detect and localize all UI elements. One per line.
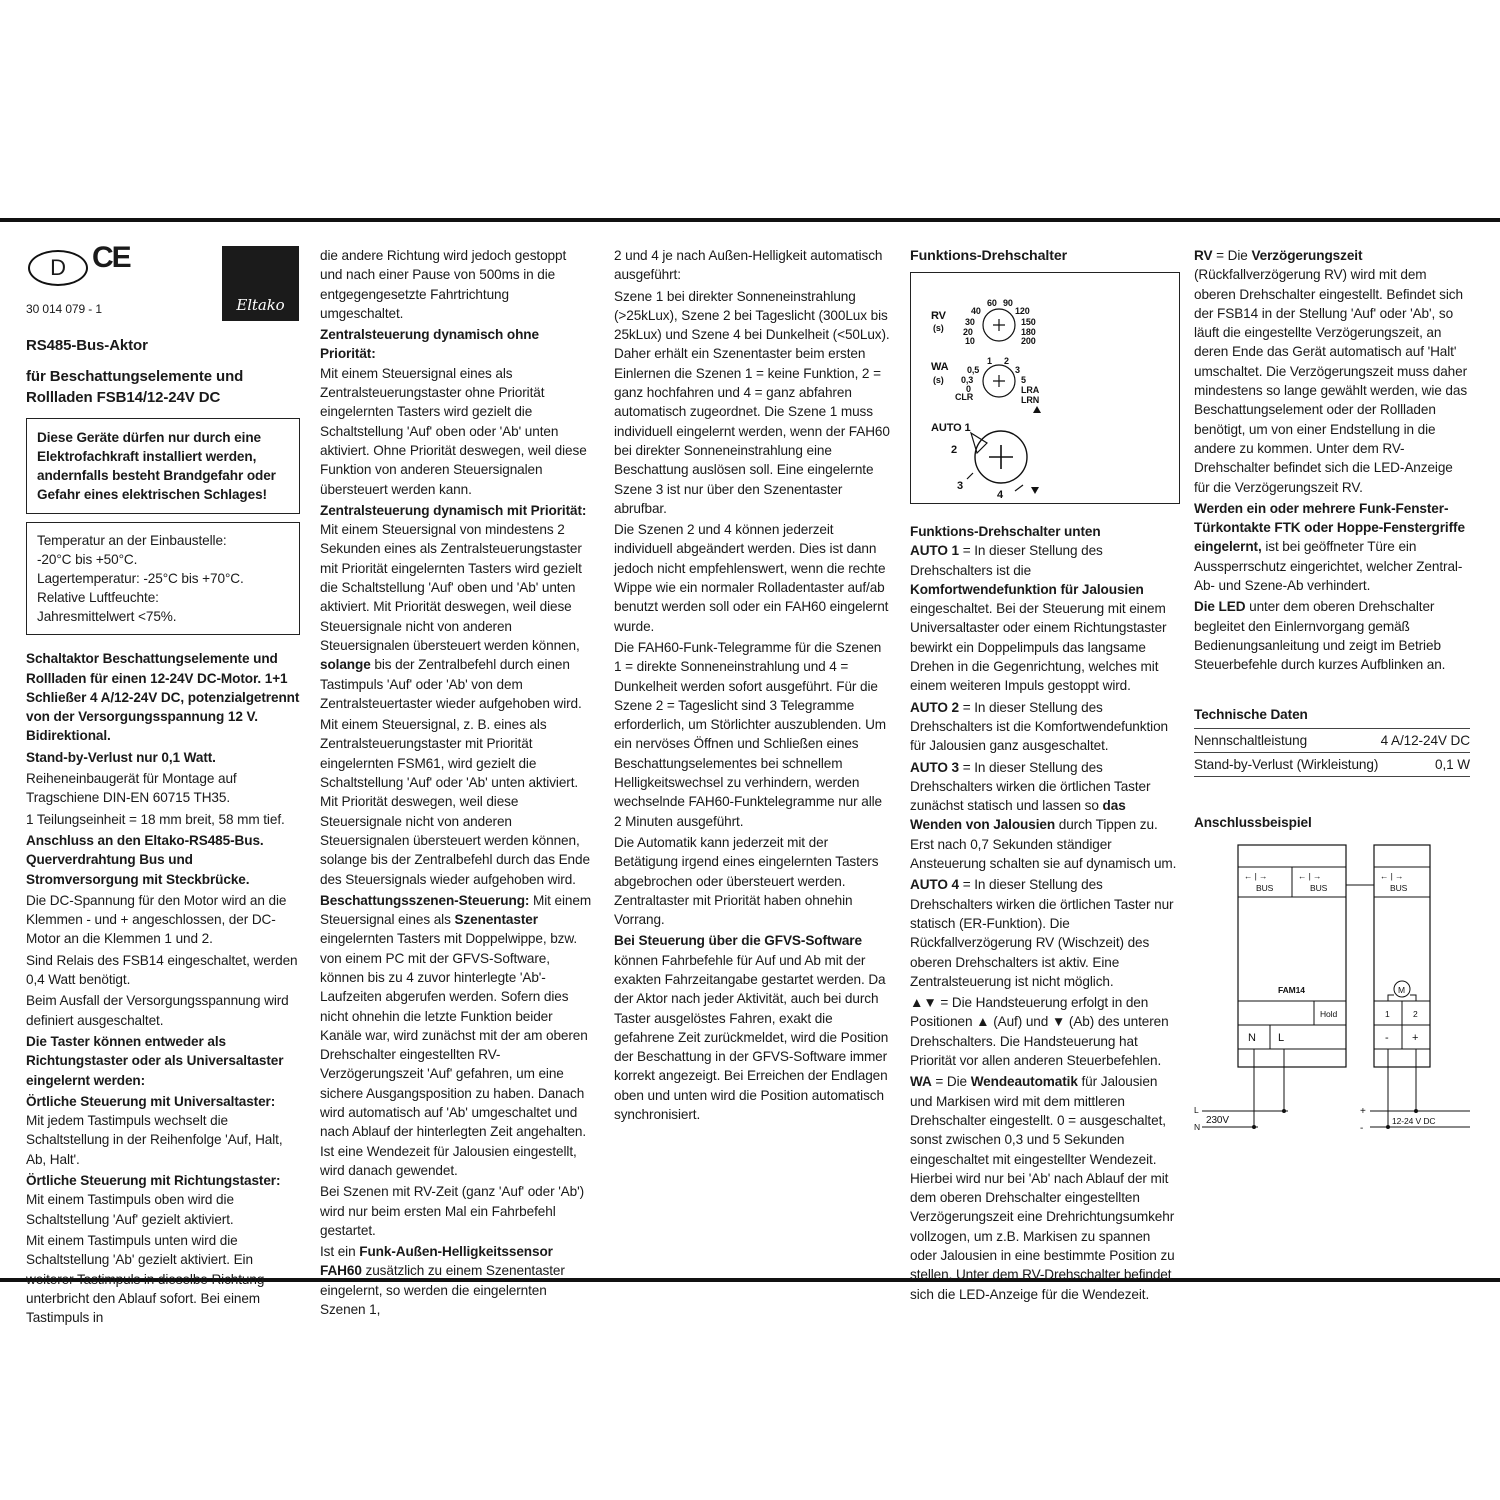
wa-value: 5 [1021,375,1026,385]
paragraph: WA = Die Wendeautomatik für Jalousien und Markisen wird mit dem mittleren Drehschalter eingestellt. 0 = ausgeschaltet, sonst zwischen 0,3 und 5 Sekunden eingeschaltet mit eingestellter Wendezeit. Hierbei wird nur bei 'Ab' nach Ablauf der mit dem oberen Drehschalter eingestellten Verzögerungszeit eine Drehrichtungsumkehr vollzogen, um z.B. Markisen zu spannen oder Jalousien in eine bestimmte Position zu stellen. Unter dem RV-Drehschalter befindet sich die LED-Anzeige für die Wendezeit. [910,1074,1175,1302]
bus-label: BUS [1390,882,1408,893]
paragraph: AUTO 4 = In dieser Stellung des Drehschalters wirken die örtlichen Taster nur statisch (ER-Funktion). Die Rückfallverzögerung RV (Wischzeit) des oberen Drehschalters ist aktiv. Eine Zentralsteuerung ist nicht möglich. [910,877,1174,989]
rv-value: 60 [987,298,997,308]
terminal-plus: + [1412,1031,1419,1044]
section-heading: Örtliche Steuerung mit Richtungstaster: [26,1173,281,1189]
column-4 [910,246,1180,1306]
rv-value: 150 [1021,317,1036,327]
rotary-switch-diagram [910,272,1180,504]
product-subtitle: für Beschattungselemente und Rollladen FSB14/12-24V DC [26,368,244,407]
paragraph: AUTO 3 = In dieser Stellung des Drehschalters wirken die örtlichen Taster zunächst statisch und lassen so das Wenden von Jalousien durch Tippen zu. Erst nach 0,7 Sekunden ständiger Ansteuerung schalten sie auf dynamisch um. [910,759,1177,872]
column-1 [26,241,300,1329]
motor-label: M [1398,984,1405,995]
voltage-230v: 230V [1206,1114,1229,1126]
dial-section-heading: Funktions-Drehschalter [910,248,1068,264]
country-mark-d: D [28,250,88,286]
table-row [1194,753,1470,777]
wiring-heading: Anschlussbeispiel [1194,815,1312,831]
paragraph: Beschattungsszenen-Steuerung: Mit einem Steuersignal eines als Szenentaster eingelernten Tasters mit Doppelwippe, bzw. von einem PC mit der GFVS-Software, können bis zu 4 zuvor hinterlegte 'Ab'-Laufzeiten abgerufen werden. Sofern dies nicht ohnehin die letzte Funktion beider Kanäle war, wird zunächst mit der am oberen Drehschalter eingestellten RV-Verzögerungszeit 'Auf' gefahren, um eine sichere Ausgangsposition zu haben. Danach wird automatisch auf 'Ab' umgeschaltet und nach Ablauf der hinterlegten Zeit angehalten. Ist eine Wendezeit für Jalousien eingestellt, wird danach gewendet. [320,892,592,1178]
rv-unit: (s) [933,323,944,333]
paragraph: Mit einem Tastimpuls oben wird die Schaltstellung 'Auf' gezielt aktiviert. [26,1192,234,1227]
wa-unit: (s) [933,375,944,385]
instruction-sheet [0,218,1500,1326]
paragraph: Ist ein Funk-Außen-Helligkeitssensor FAH60 zusätzlich zu einem Szenentaster eingelernt, so werden die eingelernten Szenen 1, [320,1244,565,1318]
tick-mark [1015,485,1023,491]
tech-value: 4 A/12-24V DC [1380,728,1470,752]
junction-dot [1386,1125,1390,1129]
bus-arrows-icon: ← | → [1244,870,1268,881]
rv-value: 10 [965,336,975,346]
paragraph: Die FAH60-Funk-Telegramme für die Szenen 1 = direkte Sonneneinstrahlung und 4 = Dunkelheit werden sofort ausgeführt. Für die Szene 2 = Tageslicht sind 3 Telegramme erforderlich, um Störlichter auszublenden. Um ein nervöses Öffnen und Schließen eines Beschattungselementes bei schnellem Helligkeitswechsel zu verhindern, werden wechselnde FAH60-Funktelegramme nur alle 2 Minuten ausgeführt. [614,639,887,829]
paragraph: RV = Die Verzögerungszeit (Rückfallverzögerung RV) wird mit dem oberen Drehschalter eingestellt. Befindet sich der FSB14 in der Stellung 'Auf' oder 'Ab', so läuft die eingestellte Verzögerungszeit, an deren Ende das Gerät automatisch auf 'Halt' umschaltet. Die Verzögerungszeit muss daher mindestens so lange gewählt werden, wie das Beschattungselement oder der Rollladen benötigt, um von einer Endstellung in die andere zu kommen. Unter dem RV-Drehschalter befindet sich die LED-Anzeige für die Verzögerungszeit RV. [1194,248,1468,495]
temp-line: Jahresmittelwert <75%. [37,609,177,625]
rv-value: 20 [963,327,973,337]
paragraph: Die DC-Spannung für den Motor wird an die Klemmen - und + angeschlossen, der DC-Motor an die Klemmen 1 und 2. [26,892,287,947]
table-row [1194,728,1470,752]
paragraph: Die Automatik kann jederzeit mit der Betätigung irgend eines eingelernten Tasters abgebrochen oder übersteuert werden. Zentraltaster mit Priorität haben ohnehin Vorrang. [614,834,879,928]
column-5 [1194,246,1470,1139]
minus-line-label: - [1360,1122,1364,1134]
tech-label: Nennschaltleistung [1194,728,1380,752]
rv-dial-slot [993,319,1005,331]
motor-leads [1388,995,1416,1001]
rv-value: 30 [965,317,975,327]
tech-label: Stand-by-Verlust (Wirkleistung) [1194,753,1380,777]
n-line-label: N [1194,1121,1201,1132]
standby-note: Stand-by-Verlust nur 0,1 Watt. [26,749,216,765]
bus-arrows-icon: ← | → [1380,870,1404,881]
paragraph: Mit einem Steuersignal, z. B. eines als Zentralsteuerungstaster mit Priorität eingelernten FSM61, wird gezielt die Schaltstellung 'Auf' oder 'Ab' unten aktiviert. Mit Priorität deswegen, weil diese Steuersignale nicht von anderen Steuersignalen übersteuert werden können, solange bis der Zentralbefehl durch das Ende des Steuersignals wieder aufgehoben wird. [320,717,590,887]
fam14-label: FAM14 [1278,984,1305,995]
bus-label: BUS [1310,882,1328,893]
plus-line-label: + [1360,1105,1366,1117]
temp-line: Lagertemperatur: -25°C bis +70°C. [37,571,244,587]
paragraph: AUTO 2 = In dieser Stellung des Drehschalters ist die Komfortwendefunktion für Jalousien ganz ausgeschaltet. [910,699,1168,754]
tick-mark [967,473,973,479]
section-heading: Örtliche Steuerung mit Universaltaster: [26,1093,276,1109]
position-4-label: 4 [997,489,1004,501]
product-title: RS485-Bus-Aktor [26,337,148,355]
paragraph: Mit einem Steuersignal von mindestens 2 Sekunden eines als Zentralsteuerungstaster mit Priorität eingelernten Tasters wird gezielt die Schaltstellung 'Auf' oben und 'Ab' unten aktiviert. Mit Priorität deswegen, weil diese Steuersignale nicht von anderen Steuersignalen übersteuert werden können, solange bis der Zentralbefehl durch einen Tastimpuls 'Auf' oder 'Ab' von dem Zentralsteuertaster wieder aufgehoben wird. [320,522,582,711]
rv-value: 120 [1015,306,1030,316]
bus-arrows-icon: ← | → [1298,870,1322,881]
paragraph: Werden ein oder mehrere Funk-Fenster-Türkontakte FTK oder Hoppe-Fenstergriffe eingelernt, ist bei geöffneter Türe ein Aussperrschutz eingerichtet, welcher Zentral-Ab- und Szene-Ab verhindert. [1194,500,1465,594]
down-arrow-icon [1031,487,1039,494]
function-dial-slot [989,445,1013,469]
junction-dot [1282,1109,1286,1113]
rv-value: 40 [971,306,981,316]
rv-label: RV [931,310,946,322]
eltako-logo: Eltako [222,246,299,321]
terminal-n: N [1248,1031,1256,1044]
temp-line: Relative Luftfeuchte: [37,590,159,606]
rv-value: 180 [1021,327,1036,337]
junction-dot [1414,1109,1418,1113]
wa-value: 0,3 [961,375,974,385]
paragraph: Mit jedem Tastimpuls wechselt die Schaltstellung in der Reihenfolge 'Auf, Halt, Ab, Halt'. [26,1113,283,1167]
auto1-label: AUTO 1 [931,422,971,434]
position-3-label: 3 [957,480,964,492]
paragraph: Reiheneinbaugerät für Montage auf Tragschiene DIN-EN 60715 TH35. [26,771,237,806]
wa-dial-slot [993,375,1005,387]
paragraph: 2 und 4 je nach Außen-Helligkeit automatisch ausgeführt: [614,248,883,283]
paragraph: die andere Richtung wird jedoch gestoppt und nach einer Pause von 500ms in die entgegengesetzte Fahrtrichtung umgeschaltet. [320,248,567,321]
column-3 [614,246,890,1126]
wa-value: LRN [1021,395,1040,405]
wa-value: 3 [1015,365,1020,375]
l-line-label: L [1194,1104,1199,1115]
paragraph: Mit einem Steuersignal eines als Zentralsteuerungstaster ohne Priorität eingelernten Tasters wird gezielt die Schaltstellung 'Auf' oben oder 'Ab' unten aktiviert. Ohne Priorität deswegen, weil diese Funktion von anderen Steuersignalen übersteuert werden kann. [320,365,587,497]
bus-note: Anschluss an den Eltako-RS485-Bus. Querverdrahtung Bus und Stromversorgung mit Steckbrücke. [26,832,264,887]
wiring-diagram [1194,839,1470,1139]
section-heading: Funktions-Drehschalter unten [910,524,1101,539]
paragraph: Die Szenen 2 und 4 können jederzeit individuell abgeändert werden. Dies ist dann jedoch nicht empfehlenswert, wenn die rechte Wippe wie ein normaler Rolladentaster auf/ab benutzt werden soll oder ein FAH60 eingelernt wurde. [614,522,889,634]
hold-label: Hold [1320,1008,1338,1019]
wa-value: 0 [966,384,971,394]
paragraph: Beim Ausfall der Versorgungsspannung wird definiert ausgeschaltet. [26,993,289,1028]
product-description: Schaltaktor Beschattungselemente und Rollladen für einen 12-24V DC-Motor. 1+1 Schließer 4 A/12-24V DC, potenzialgetrennt von der Versorgungsspannung 12 V. Bidirektional. [26,651,300,744]
wa-value: CLR [955,392,974,402]
position-2-label: 2 [951,444,958,456]
wa-value: 0,5 [967,365,980,375]
rv-value: 90 [1003,298,1013,308]
paragraph: können Fahrbefehle für Auf und Ab mit der exakten Fahrzeitangabe gestartet werden. Da der Aktor nach jeder Aktivität, auch bei durch Taster ausgelöstes Fahren, exakt die gefahrene Zeit zurückmeldet, wird die Position der Beschattung in der GFVS-Software immer korrekt angezeigt. Bei Erreichen der Endlagen oben und unten wird die Position automatisch synchronisiert. [614,952,889,1123]
paragraph-bold: Die Taster können entweder als Richtungstaster oder als Universaltaster eingelernt werden: [26,1033,284,1088]
temp-line: -20°C bis +50°C. [37,552,138,568]
terminal-1: 1 [1385,1008,1390,1019]
wa-value: 1 [987,356,992,366]
safety-warning: Diese Geräte dürfen nur durch eine Elektrofachkraft installiert werden, andernfalls besteht Brandgefahr oder Gefahr eines elektrischen Schlages! [26,418,300,514]
terminal-minus: - [1385,1031,1389,1044]
paragraph: AUTO 1 = In dieser Stellung des Drehschalters ist die Komfortwendefunktion für Jalousien eingeschaltet. Bei der Steuerung mit einem Universaltaster oder einem Richtungstaster bewirkt ein Doppelimpuls das langsame Drehen in die Gegenrichtung, welches mit einem weiteren Impuls gestoppt wird. [910,543,1167,694]
column-2 [320,246,592,1321]
section-heading: Zentralsteuerung dynamisch mit Priorität: [320,502,587,518]
section-heading: Bei Steuerung über die GFVS-Software [614,933,862,949]
rv-value: 200 [1021,336,1036,346]
temperature-box [26,522,300,635]
tech-data-table [1194,728,1470,778]
wa-label: WA [931,361,949,373]
terminal-2: 2 [1413,1008,1418,1019]
bus-label: BUS [1256,882,1274,893]
junction-dot [1252,1125,1256,1129]
voltage-dc: 12-24 V DC [1392,1115,1436,1126]
wa-value: LRA [1021,385,1040,395]
paragraph: Die LED unter dem oberen Drehschalter begleitet den Einlernvorgang gemäß Bedienungsanleitung und zeigt im Betrieb Steuerbefehle durch kurzes Aufblinken an. [1194,599,1446,673]
article-number: 30 014 079 - 1 [26,302,102,316]
ce-mark: CE [92,241,130,274]
paragraph: Mit einem Tastimpuls unten wird die Schaltstellung 'Ab' gezielt aktiviert. Ein weiterer Tastimpuls in dieselbe Richtung unterbricht den Ablauf sofort. Bei einem Tastimpuls in [26,1232,265,1326]
temp-line: Temperatur an der Einbaustelle: [37,533,227,549]
wa-value: 2 [1004,356,1009,366]
paragraph: Szene 1 bei direkter Sonneneinstrahlung (>25kLux), Szene 2 bei Tageslicht (300Lux bis 25kLux) und Szene 4 bei Dunkelheit (<50Lux). Daher erhält ein Szenentaster beim ersten Einlernen die Szenen 1 = keine Funktion, 2 = ganz hochfahren und 4 = ganz abfahren automatisch zugeordnet. Die Szene 1 muss individuell eingelernt werden, wenn der FAH60 bei direkter Sonneneinstrahlung eine Beschattung auslösen soll. Eine eingelernte Szene 3 ist nur über den Szenentaster abrufbar. [614,288,890,516]
terminal-l: L [1278,1031,1285,1044]
paragraph: 1 Teilungseinheit = 18 mm breit, 58 mm tief. [26,811,285,827]
tech-value: 0,1 W [1380,753,1470,777]
section-heading: Zentralsteuerung dynamisch ohne Priorität: [320,327,539,362]
paragraph: ▲▼ = Die Handsteuerung erfolgt in den Positionen ▲ (Auf) und ▼ (Ab) des unteren Drehschalters. Die Handsteuerung hat Priorität vor allen anderen Steuerbefehlen. [910,995,1169,1069]
up-arrow-icon [1033,406,1041,413]
tech-data-heading: Technische Daten [1194,706,1308,722]
paragraph: Bei Szenen mit RV-Zeit (ganz 'Auf' oder 'Ab') wird nur beim ersten Mal ein Fahrbefehl gestartet. [320,1184,585,1238]
paragraph: Sind Relais des FSB14 eingeschaltet, werden 0,4 Watt benötigt. [26,952,298,988]
